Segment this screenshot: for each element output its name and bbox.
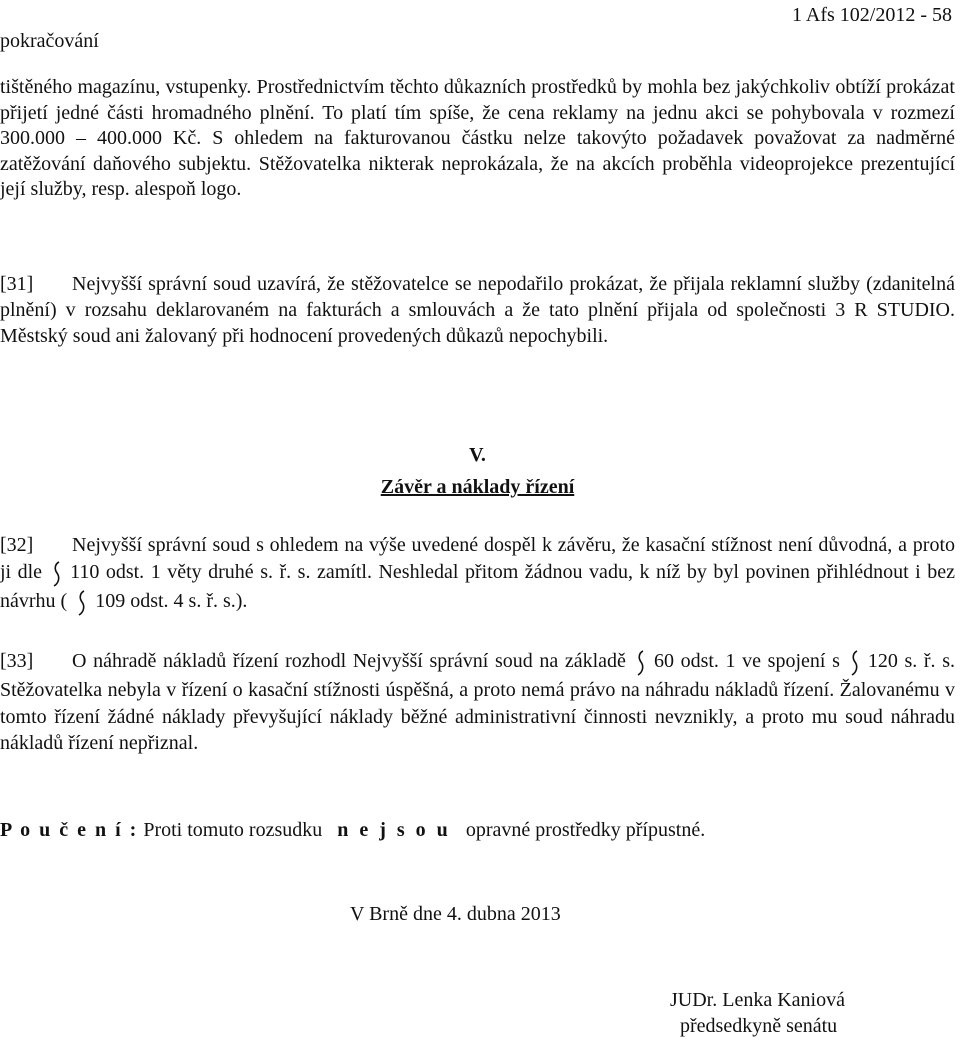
paragraph-continued: tištěného magazínu, vstupenky. Prostřednictvím těchto důkazních prostředků by mohla bez jakýchkoliv obtíží prokázat přijetí jedné části hromadného plnění. To platí tím spíše, že cena reklamy na jednu akci se pohybovala v rozmezí 300.000 – 400.000 Kč. S ohledem na fakturovanou částku nelze takovýto požadavek považovat za nadměrné zatěžování daňového subjektu. Stěžovatelka nikterak neprokázala, že na akcích proběhla videoprojekce prezentující její služby, resp. alespoň logo. bbox=[0, 76, 955, 200]
judge-name: JUDr. Lenka Kaniová bbox=[670, 989, 845, 1011]
judge-role: předsedkyně senátu bbox=[680, 1015, 838, 1037]
paragraph-text: 110 odst. 1 věty druhé s. ř. s. zamítl. Neshledal přitom žádnou vadu, k níž by byl povinen přihlédnout i bez návrhu ( bbox=[0, 560, 955, 612]
paragraph-number: [32] bbox=[0, 534, 34, 556]
paragraph-text: Nejvyšší správní soud uzavírá, že stěžovatelce se nepodařilo prokázat, že přijala reklamní služby (zdanitelná plnění) v rozsahu deklarovaném na fakturách a smlouvách a že tato plnění přijala od společnosti 3 R STUDIO. Městský soud ani žalovaný při hodnocení provedených důkazů nepochybili. bbox=[0, 273, 955, 347]
section-title-text: Závěr a náklady řízení bbox=[380, 476, 575, 498]
section-sign-icon bbox=[48, 560, 66, 588]
instruction-emphasis: n e j s o u bbox=[337, 819, 451, 841]
place-and-date: V Brně dne 4. dubna 2013 bbox=[350, 903, 561, 925]
paragraph-32 bbox=[0, 532, 955, 617]
section-number: V. bbox=[469, 444, 486, 466]
paragraph-number: [31] bbox=[0, 273, 34, 295]
paragraph-text: 60 odst. 1 ve spojení s bbox=[653, 650, 840, 672]
paragraph-text: 109 odst. 4 s. ř. s.). bbox=[95, 589, 248, 612]
paragraph-text: O náhradě nákladů řízení rozhodl Nejvyšší správní soud na základě bbox=[72, 650, 626, 672]
paragraph-text: Nejvyšší správní soud s ohledem na výše uvedené dospěl k závěru, že kasační stížnost není důvodná, a proto ji dle bbox=[0, 534, 955, 583]
section-title bbox=[0, 475, 955, 501]
instruction-text: Proti tomuto rozsudku bbox=[143, 819, 323, 841]
instruction-text: opravné prostředky přípustné. bbox=[465, 819, 706, 841]
section-sign-icon bbox=[846, 649, 864, 677]
section-sign-icon bbox=[632, 649, 650, 677]
paragraph-33 bbox=[0, 648, 955, 757]
continuation-label: pokračování bbox=[0, 30, 99, 52]
section-sign-icon bbox=[73, 589, 91, 617]
paragraph-31 bbox=[0, 271, 955, 349]
case-reference: 1 Afs 102/2012 - 58 bbox=[792, 4, 952, 26]
paragraph-number: [33] bbox=[0, 650, 34, 672]
instruction-label: P o u č e n í : bbox=[0, 819, 139, 841]
instruction-line bbox=[0, 818, 705, 844]
paragraph-text: 120 s. ř. s. Stěžovatelka nebyla v řízení o kasační stížnosti úspěšná, a proto nemá právo na náhradu nákladů řízení. Žalovanému v tomto řízení žádné náklady převyšující náklady běžné administrativní činnosti nevznikly, a proto mu soud náhradu nákladů řízení nepřiznal. bbox=[0, 650, 955, 754]
